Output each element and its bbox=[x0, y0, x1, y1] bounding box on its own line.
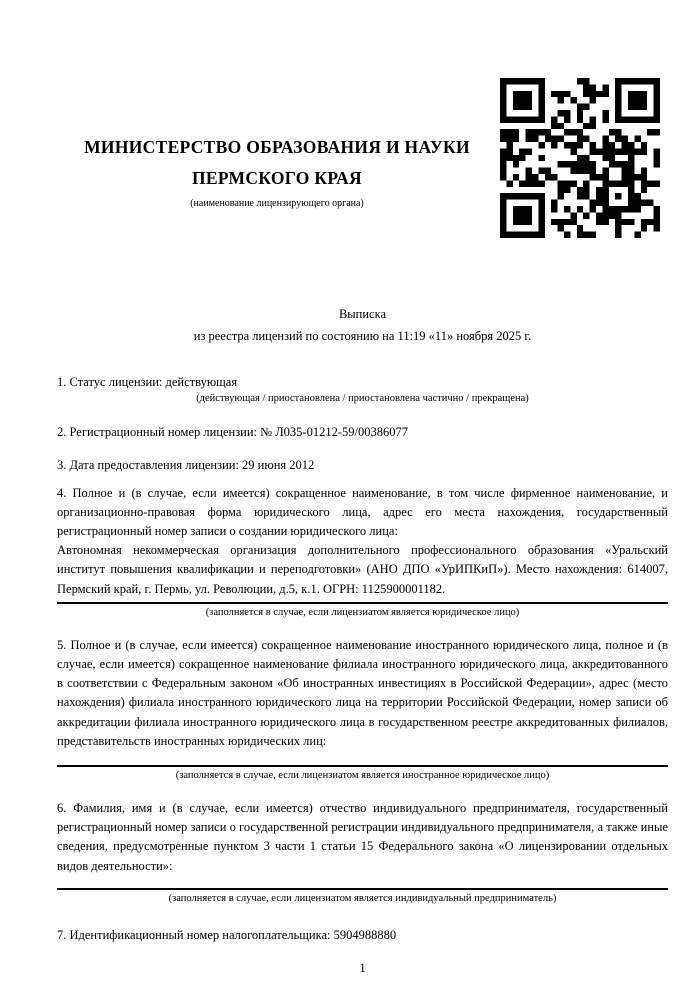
section-3-license-date bbox=[57, 456, 668, 475]
section-5-caption: (заполняется в случае, если лицензиатом является иностранное юридическое лицо) bbox=[175, 770, 550, 782]
section-6-individual-entrepreneur bbox=[57, 799, 668, 906]
section-1-caption: (действующая / приостановлена / приостановлена частично / прекращена) bbox=[196, 393, 529, 405]
document-title: Выписка bbox=[338, 307, 387, 321]
section-2-text: 2. Регистрационный номер лицензии: № Л035-01212-59/00386077 bbox=[57, 425, 408, 440]
ministry-name-line1: МИНИСТЕРСТВО ОБРАЗОВАНИЯ И НАУКИ bbox=[84, 137, 470, 157]
section-3-text: 3. Дата предоставления лицензии: 29 июня 2012 bbox=[57, 458, 315, 473]
section-4-legal-entity bbox=[57, 484, 668, 620]
section-5-foreign-entity bbox=[57, 636, 668, 783]
section-7-text: 7. Идентификационный номер налогоплательщика: 5904988880 bbox=[57, 927, 397, 942]
licensing-authority-caption: (наименование лицензирующего органа) bbox=[190, 198, 364, 209]
section-2-registration-number bbox=[57, 423, 668, 442]
document-title-block bbox=[57, 303, 668, 347]
section-6-label: 6. Фамилия, имя и (в случае, если имеется) отчество индивидуального предпринимателя, государственный регистрационный номер записи о государственной регистрации индивидуального предпринимателя, а также иные сведения, предусмотренные пунктом 3 части 1 статьи 15 Федерального закона «О лицензировании отдельных видов деятельности»: bbox=[57, 801, 668, 873]
page-number: 1 bbox=[359, 961, 366, 976]
section-4-label: 4. Полное и (в случае, если имеется) сокращенное наименование, в том числе фирменное наименование, и организационно-правовая форма юридического лица, адрес его места нахождения, государственный регистрационный номер записи о создании юридического лица: bbox=[57, 485, 668, 539]
section-4-caption: (заполняется в случае, если лицензиатом является юридическое лицо) bbox=[205, 606, 520, 618]
blank-line bbox=[57, 765, 668, 767]
blank-line bbox=[57, 888, 668, 890]
section-1-license-status bbox=[57, 373, 668, 406]
blank-line bbox=[57, 602, 668, 604]
document-content bbox=[0, 132, 700, 976]
ministry-header bbox=[57, 132, 497, 194]
section-5-label: 5. Полное и (в случае, если имеется) сокращенное наименование иностранного юридического лица, полное и (в случае, если имеется) сокращенное наименование филиала иностранного юридического лица, аккредитованного в соответствии с Федеральным законом «Об иностранных инвестициях в Российской Федерации», адрес (место нахождения) филиала иностранного юридического лица на территории Российской Федерации, номер записи об аккредитации филиала иностранного юридического лица в государственном реестре аккредитованных филиалов, представительств иностранных юридических лиц: bbox=[57, 637, 668, 748]
section-7-taxpayer-id bbox=[57, 926, 668, 945]
section-1-text: 1. Статус лицензии: действующая bbox=[57, 375, 238, 389]
section-4-value: Автономная некоммерческая организация дополнительного профессионального образования «Уральский институт повышения квалификации и переподготовки» (АНО ДПО «УрИПКиП»). Место нахождения: 614007, Пермский край, г. Пермь, ул. Революции, д.5, к.1. ОГРН: 1125900001182. bbox=[57, 543, 668, 596]
document-subtitle: из реестра лицензий по состоянию на 11:19 «11» ноября 2025 г. bbox=[193, 329, 532, 343]
qr-code-pattern bbox=[500, 78, 660, 238]
qr-code bbox=[500, 78, 660, 238]
ministry-name-line2: ПЕРМСКОГО КРАЯ bbox=[192, 168, 362, 188]
section-6-caption: (заполняется в случае, если лицензиатом является индивидуальный предприниматель) bbox=[168, 892, 557, 904]
